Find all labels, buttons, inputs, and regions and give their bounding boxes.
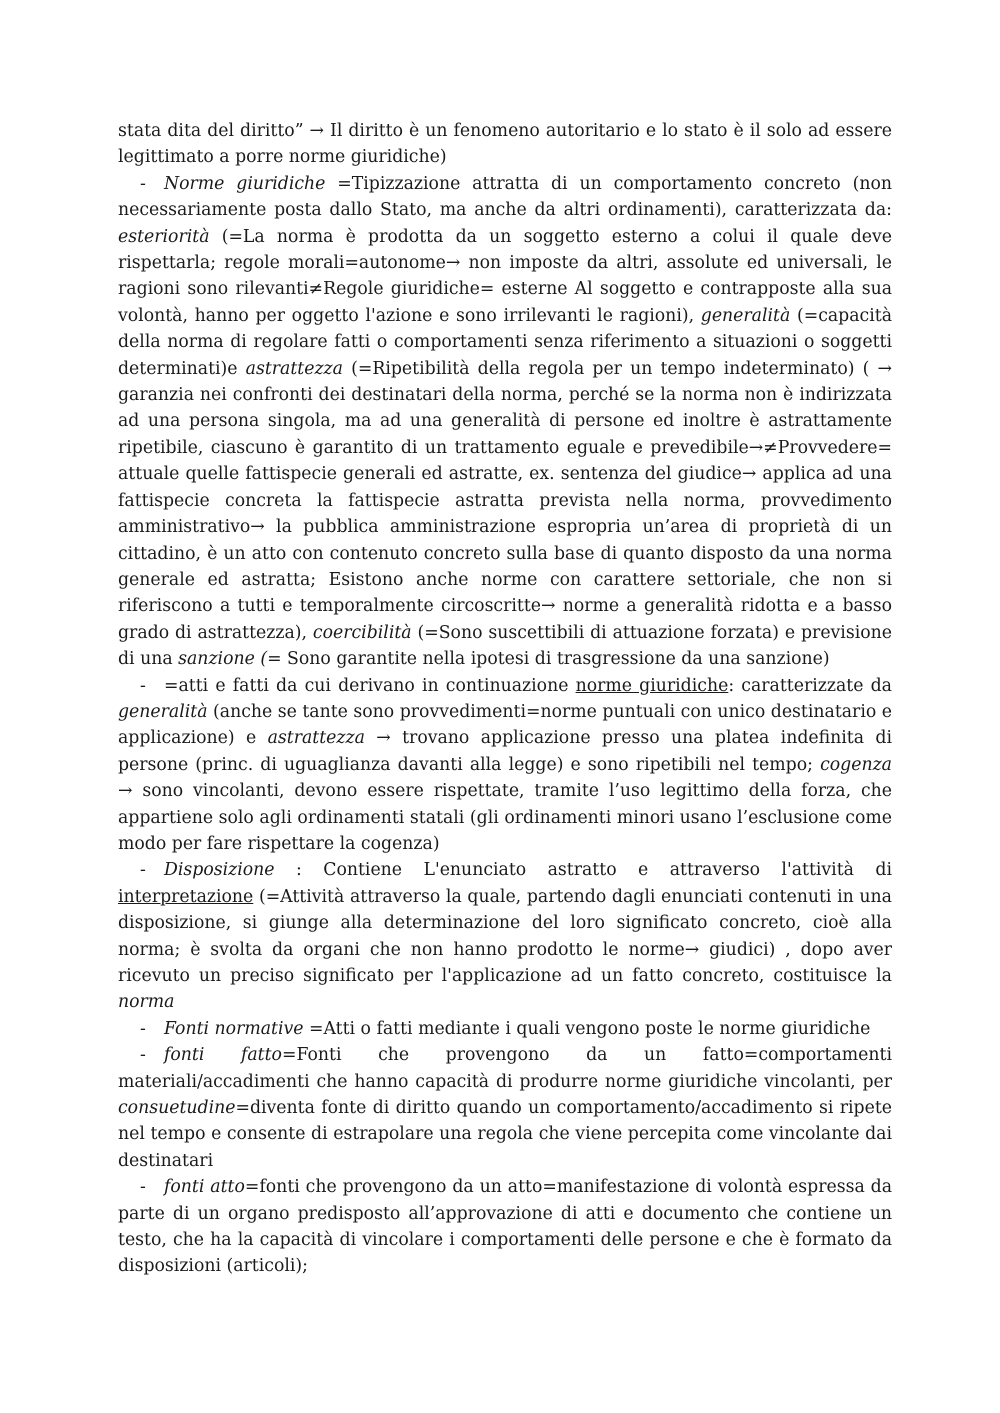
bullet-fonti-fatto	[118, 1042, 892, 1174]
text-run: =diventa fonte di diritto quando un comportamento/accadimento si ripete nel tempo e consente di estrapolare una regola che viene percepita come vincolante dai destinatari	[118, 1098, 892, 1171]
bullet-norme-giuridiche	[118, 171, 892, 673]
text-run: = Sono garantite nella ipotesi di trasgressione da una sanzione)	[267, 649, 830, 670]
text-run: =atti e fatti da cui derivano in continuazione	[164, 675, 576, 696]
bullet-atti-e-fatti	[118, 673, 892, 858]
term-esteriorita: esteriorità	[118, 226, 210, 247]
term-sanzione: sanzione (	[178, 649, 268, 670]
text-run: (=Ripetibilità della regola per un tempo indeterminato) ( → garanzia nei confronti dei destinatari della norma, perché se la norma non è indirizzata ad una persona singola, ma ad una generalità di persone ed inoltre è astrattamente ripetibile, ciascuno è garantito di un trattamento eguale e prevedibile→≠Provvedere= attuale quelle fattispecie generali ed astratte, ex. sentenza del giudice→ applica ad una fattispecie concreta la fattispecie astratta prevista nella norma, provvedimento amministrativo→ la pubblica amministrazione espropria un’area di proprietà di un cittadino, è un atto con contenuto concreto sulla base di quanto disposto da una norma generale ed astratta; Esistono anche norme con carattere settoriale, che non si riferiscono a tutti e temporalmente circoscritte→ norme a generalità ridotta e a basso grado di astrattezza),	[118, 358, 892, 643]
text-run: =Fonti che provengono da un fatto=comportamenti materiali/accadimenti che hanno capacità di produrre norme giuridiche vincolanti, per	[118, 1045, 892, 1092]
bullet-dash: -	[140, 1018, 146, 1039]
bullet-fonti-atto	[118, 1174, 892, 1280]
term-astrattezza: astrattezza	[245, 358, 343, 379]
text-run: → sono vincolanti, devono essere rispettate, tramite l’uso legittimo della forza, che appartiene solo agli ordinamenti statali (gli ordinamenti minori usano l’esclusione come modo per fare rispettare la cogenza)	[118, 781, 892, 854]
term-norme-giuridiche-underlined: norme giuridiche	[575, 675, 729, 696]
term-fonti-fatto: fonti fatto	[164, 1045, 282, 1066]
term-interpretazione: interpretazione	[118, 886, 254, 907]
term-coercibilita: coercibilità	[312, 622, 412, 643]
term-consuetudine: consuetudine	[118, 1098, 236, 1119]
paragraph-intro	[118, 118, 892, 171]
text-run: stata dita del diritto” → Il diritto è un fenomeno autoritario e lo stato è il solo ad essere legittimato a porre norme giuridiche)	[118, 121, 892, 168]
term-generalita: generalità	[700, 305, 791, 326]
bullet-dash: -	[140, 1177, 146, 1198]
text-run: : Contiene L'enunciato astratto e attraverso l'attività di	[274, 860, 892, 881]
term-generalita: generalità	[118, 701, 208, 722]
bullet-dash: -	[140, 1045, 146, 1066]
text-run: =Tipizzazione attratta di un comportamento concreto (non necessariamente posta dallo Stato, ma anche da altri ordinamenti), caratterizzata da:	[118, 173, 892, 221]
term-fonti-normative: Fonti normative	[164, 1018, 304, 1039]
bullet-dash: -	[140, 860, 146, 881]
text-run: → trovano applicazione presso una platea indefinita di persone (princ. di uguaglianza davanti alla legge) e sono ripetibili nel tempo;	[118, 728, 893, 775]
text-run: (=La norma è prodotta da un soggetto esterno a colui il quale deve rispettarla; regole morali=autonome→ non imposte da altri, assolute ed universali, le ragioni sono rilevanti≠Regole giuridiche= esterne Al soggetto e contrapposte alla sua volontà, hanno per oggetto l'azione e sono irrilevanti le ragioni),	[118, 226, 892, 326]
bullet-dash: -	[140, 173, 146, 194]
text-run: (=capacità della norma di regolare fatti o comportamenti senza riferimento a situazioni o soggetti determinati)e	[118, 305, 892, 379]
bullet-disposizione	[118, 857, 892, 1015]
text-run: =fonti che provengono da un atto=manifestazione di volontà espressa da parte di un organo predisposto all’approvazione di atti e documento che contiene un testo, che ha la capacità di vincolare i comportamenti delle persone e che è formato da disposizioni (articoli);	[118, 1177, 893, 1277]
text-run: (anche se tante sono provvedimenti=norme puntuali con unico destinatario e applicazione) e	[118, 701, 892, 749]
bullet-fonti-normative	[118, 1016, 892, 1042]
term-fonti-atto: fonti atto	[164, 1177, 245, 1198]
term-cogenza: cogenza	[820, 754, 892, 775]
bullet-dash: -	[140, 675, 146, 696]
text-run: (=Sono suscettibili di attuazione forzata) e previsione di una	[118, 622, 892, 670]
term-norma: norma	[118, 992, 175, 1013]
term-norme-giuridiche: Norme giuridiche	[164, 173, 326, 194]
text-run: : caratterizzate da	[728, 675, 892, 696]
term-disposizione: Disposizione	[164, 860, 275, 881]
term-astrattezza: astrattezza	[267, 728, 365, 749]
text-run: =Atti o fatti mediante i quali vengono poste le norme giuridiche	[303, 1018, 871, 1039]
text-run: (=Attività attraverso la quale, partendo dagli enunciati contenuti in una disposizione, si giunge alla determinazione del loro significato concreto, cioè alla norma; è svolta da organi che non hanno prodotto le norme→ giudici) , dopo aver ricevuto un preciso significato per l'applicazione ad un fatto concreto, costituisce la	[118, 886, 892, 986]
